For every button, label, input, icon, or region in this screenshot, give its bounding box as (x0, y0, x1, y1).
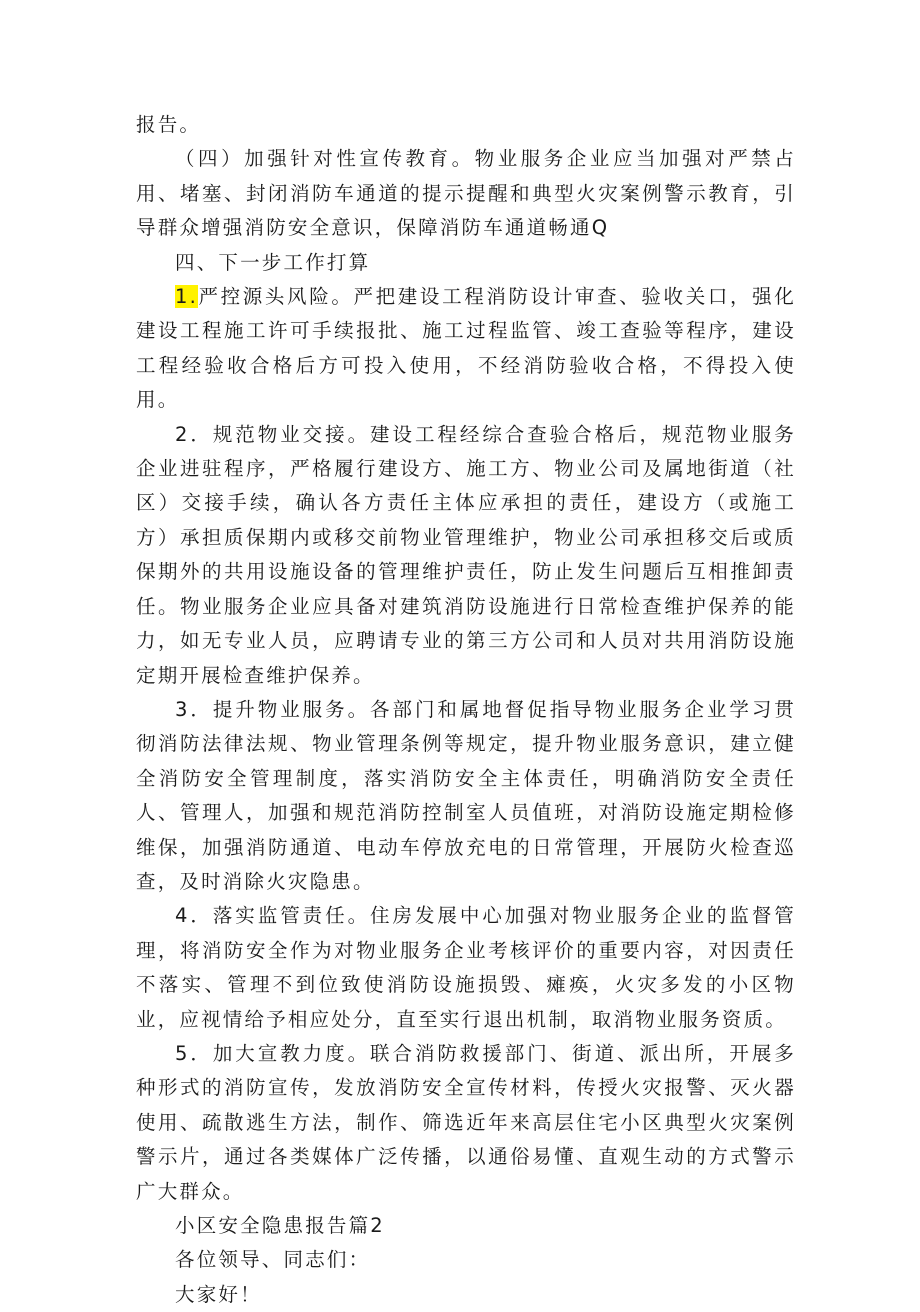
paragraph-item-2: 2．规范物业交接。建设工程经综合查验合格后，规范物业服务企业进驻程序，严格履行建设方、施工方、物业公司及属地街道（社区）交接手续，确认各方责任主体应承担的责任，建设方（或施工方）承担质保期内或移交前物业管理维护，物业公司承担移交后或质保期外的共用设施设备的管理维护责任，防止发生问题后互相推卸责任。物业服务企业应具备对建筑消防设施进行日常检查维护保养的能力，如无专业人员，应聘请专业的第三方公司和人员对共用消防设施定期开展检查维护保养。 (136, 422, 796, 687)
paragraph-item-1 (136, 280, 796, 418)
document-body (136, 108, 796, 1312)
highlighted-number: 1. (175, 285, 199, 309)
section-heading-next-steps: 四、下一步工作打算 (175, 250, 371, 274)
paragraph-item-3: 3．提升物业服务。各部门和属地督促指导物业服务企业学习贯彻消防法律法规、物业管理条例等规定，提升物业服务意识，建立健全消防安全管理制度，落实消防安全主体责任，明确消防安全责任人、管理人，加强和规范消防控制室人员值班，对消防设施定期检修维保，加强消防通道、电动车停放充电的日常管理，开展防火检查巡查，及时消除火灾隐患。 (136, 697, 796, 893)
paragraph-item-5: 5．加大宣教力度。联合消防救援部门、街道、派出所，开展多种形式的消防宣传，发放消防安全宣传材料，传授火灾报警、灭火器使用、疏散逃生方法，制作、筛选近年来高层住宅小区典型火灾案例警示片，通过各类媒体广泛传播，以通俗易懂、直观生动的方式警示广大群众。 (136, 1041, 796, 1203)
paragraph-item-1-text: 严控源头风险。严把建设工程消防设计审查、验收关口，强化建设工程施工许可手续报批、施工过程监管、竣工查验等程序，建设工程经验收合格后方可投入使用，不经消防验收合格，不得投入使用。 (136, 285, 796, 412)
report-title-part2: 小区安全隐患报告篇2 (175, 1214, 385, 1237)
paragraph-report-end: 报告。 (136, 113, 202, 136)
paragraph-item-4: 4．落实监管责任。住房发展中心加强对物业服务企业的监督管理，将消防安全作为对物业服务企业考核评价的重要内容，对因责任不落实、管理不到位致使消防设施损毁、瘫痪，火灾多发的小区物业，应视情给予相应处分，直至实行退出机制，取消物业服务资质。 (136, 904, 796, 1031)
paragraph-publicity-education: （四）加强针对性宣传教育。物业服务企业应当加强对严禁占用、堵塞、封闭消防车通道的提示提醒和典型火灾案例警示教育，引导群众增强消防安全意识，保障消防车通道畅通Q (136, 147, 796, 240)
greeting: 大家好！ (175, 1282, 262, 1306)
salutation: 各位领导、同志们： (175, 1248, 371, 1272)
